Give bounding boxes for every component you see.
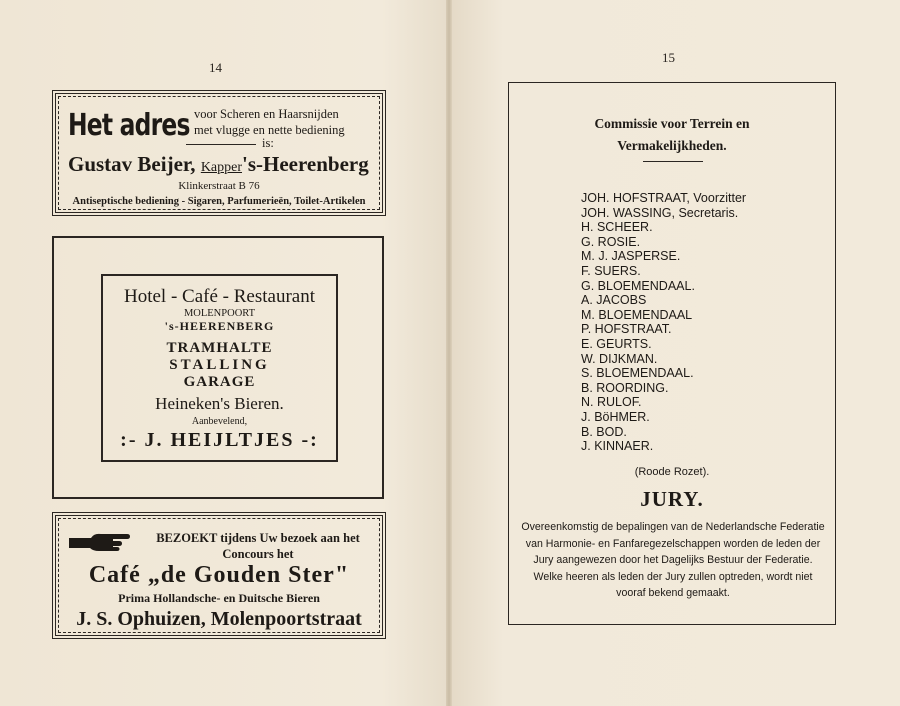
committee-heading (509, 113, 835, 157)
ad-hotel-inner (101, 274, 338, 462)
book-gutter (446, 0, 452, 706)
member-item: J. KINNAER. (581, 439, 654, 454)
ad-hotel-street: MOLENPOORT (183, 308, 256, 319)
ad-barber (52, 90, 386, 216)
committee-box (508, 82, 836, 625)
page-number-right: 15 (662, 50, 675, 65)
jury-heading: JURY. (640, 487, 704, 511)
ad-cafe-line1: BEZOEKT tijdens Uw bezoek aan het (156, 531, 360, 545)
members-note: (Roode Rozet). (634, 466, 710, 478)
committee-heading-line2: Vermakelijkheden. (617, 138, 727, 153)
member-item: J. BöHMER. (581, 409, 650, 424)
member-item: G. BLOEMENDAAL. (581, 278, 695, 293)
member-item: W. DIJKMAN. (581, 351, 658, 366)
member-list (581, 191, 746, 454)
member-item: E. GEURTS. (581, 336, 652, 351)
ad-barber-owner: Gustav Beijer, (68, 152, 196, 176)
ad-hotel-title: Hotel - Café - Restaurant (124, 286, 315, 307)
member-item: B. BOD. (581, 424, 627, 439)
ad-barber-is (186, 136, 274, 151)
member-item: S. BLOEMENDAAL. (581, 366, 694, 381)
ad-barber-line3: is: (262, 136, 274, 150)
member-item: JOH. HOFSTRAAT, Voorzitter (581, 191, 747, 205)
ad-barber-headline: Het adres (68, 108, 190, 143)
ad-hotel-garage: GARAGE (183, 374, 256, 390)
heading-divider (643, 161, 703, 162)
ad-barber-address: Klinkerstraat B 76 (178, 180, 260, 192)
ad-cafe-invite (138, 530, 378, 562)
member-item: B. ROORDING. (581, 380, 669, 395)
committee-heading-line1: Commissie voor Terrein en (594, 116, 750, 131)
ad-barber-line2: met vlugge en nette bediening (194, 123, 345, 137)
member-item: A. JACOBS (581, 293, 647, 308)
ad-barber-services: Antiseptische bediening - Sigaren, Parfumerieën, Toilet-Artikelen (72, 196, 366, 207)
ad-hotel-stalling: STALLING (169, 357, 270, 373)
page-number-left: 14 (209, 60, 222, 75)
ad-hotel (52, 236, 384, 499)
ad-barber-line1: voor Scheren en Haarsnijden (194, 107, 339, 121)
ad-barber-tagline (194, 106, 345, 138)
ad-hotel-town: 's-HEERENBERG (164, 319, 275, 333)
ad-barber-name (68, 152, 369, 177)
member-item: P. HOFSTRAAT. (581, 322, 672, 337)
member-item: JOH. WASSING, Secretaris. (581, 205, 739, 220)
ad-cafe (52, 512, 386, 639)
member-item: H. SCHEER. (581, 220, 653, 235)
member-item: G. ROSIE. (581, 234, 641, 249)
ad-cafe-owner: J. S. Ophuizen, Molenpoortstraat (76, 608, 362, 630)
ad-hotel-recommended: Aanbevelend, (191, 416, 248, 427)
pointing-hand-icon (68, 532, 130, 552)
jury-text: Overeenkomstig de bepalingen van de Nederlandsche Federatie van Harmonie- en Fanfaregezelschappen worden de leden der Jury aangewezen door het Dagelijks Bestuur der Federatie. Welke heeren als leden der Jury zullen optreden, wordt niet vooraf bekend gemaakt. (521, 521, 825, 599)
ad-cafe-line2: Concours het (222, 547, 294, 561)
ad-cafe-beers: Prima Hollandsche- en Duitsche Bieren (118, 591, 320, 605)
ad-barber-kapper: Kapper (200, 160, 243, 175)
member-item: F. SUERS. (581, 263, 641, 278)
member-item: N. RULOF. (581, 395, 642, 410)
ad-hotel-owner: :- J. HEIJLTJES -: (120, 429, 319, 451)
ad-hotel-tramhalte: TRAMHALTE (166, 340, 273, 356)
ad-cafe-name: Café „de Gouden Ster" (88, 562, 350, 588)
ad-barber-town: 's-Heerenberg (242, 152, 369, 176)
ad-hotel-beer: Heineken's Bieren. (155, 394, 284, 413)
member-item: M. BLOEMENDAAL (581, 307, 693, 322)
member-item: M. J. JASPERSE. (581, 249, 681, 264)
